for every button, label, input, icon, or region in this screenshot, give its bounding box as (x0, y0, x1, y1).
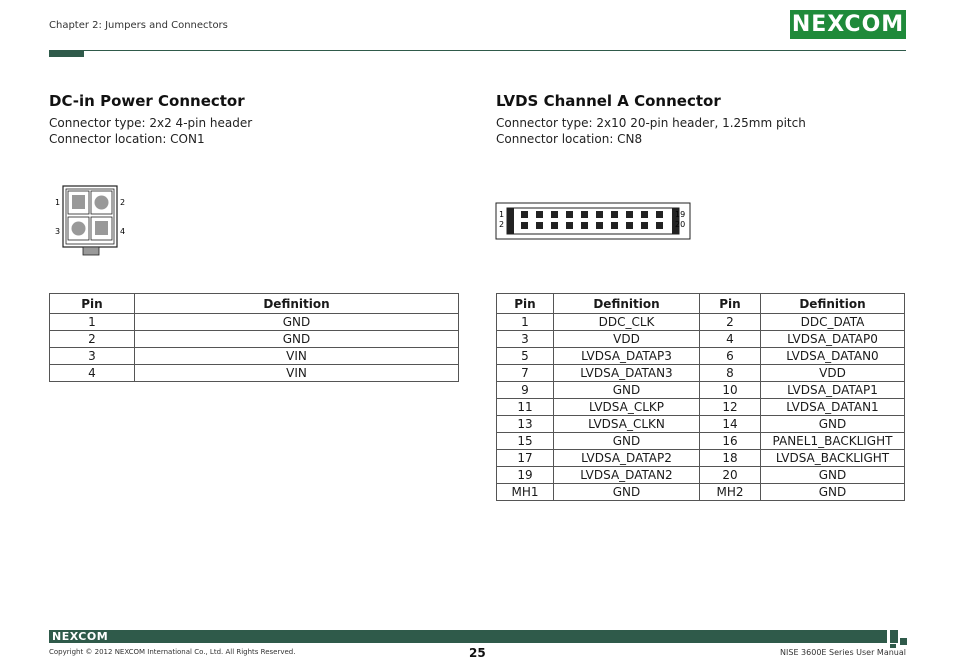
lvds-pin (611, 211, 618, 218)
table-cell: LVDSA_DATAP0 (761, 331, 905, 348)
table-cell: 14 (700, 416, 761, 433)
table-cell: LVDSA_DATAP3 (554, 348, 700, 365)
table-row (50, 365, 459, 382)
table-header-row (50, 294, 459, 314)
footer-squares-icon (890, 630, 908, 648)
dcin-pin-table (49, 293, 459, 382)
lvds-pin-label: 20 (675, 220, 686, 229)
table-cell: 20 (700, 467, 761, 484)
table-cell: 7 (497, 365, 554, 382)
table-cell: GND (135, 331, 459, 348)
table-cell: 15 (497, 433, 554, 450)
lvds-pin (536, 211, 543, 218)
lvds-title: LVDS Channel A Connector (496, 92, 721, 110)
lvds-pin (611, 222, 618, 229)
table-cell: 1 (50, 314, 135, 331)
table-cell: 2 (700, 314, 761, 331)
dcin-type: Connector type: 2x2 4-pin header (49, 116, 253, 130)
table-cell: LVDSA_DATAN0 (761, 348, 905, 365)
table-cell: 17 (497, 450, 554, 467)
lvds-pin (626, 211, 633, 218)
table-cell: GND (135, 314, 459, 331)
column-header: Definition (761, 294, 905, 314)
table-cell: GND (761, 416, 905, 433)
lvds-pin-label: 1 (499, 210, 505, 219)
table-cell: 1 (497, 314, 554, 331)
dcin-pin-label: 3 (55, 227, 61, 236)
table-row (497, 314, 905, 331)
lvds-pin-label: 2 (499, 220, 505, 229)
lvds-pin (656, 211, 663, 218)
dcin-pin-label: 1 (55, 198, 61, 207)
header-rule-tab (49, 50, 84, 57)
lvds-pin (551, 211, 558, 218)
table-cell: 2 (50, 331, 135, 348)
table-cell: 18 (700, 450, 761, 467)
table-cell: 10 (700, 382, 761, 399)
table-row (50, 314, 459, 331)
table-cell: VIN (135, 348, 459, 365)
table-row (497, 348, 905, 365)
table-cell: 3 (50, 348, 135, 365)
page-number: 25 (469, 646, 486, 660)
column-header: Pin (497, 294, 554, 314)
lvds-pin (521, 211, 528, 218)
table-cell: 9 (497, 382, 554, 399)
table-row (497, 433, 905, 450)
table-cell: LVDSA_DATAP1 (761, 382, 905, 399)
footer-bar (49, 630, 887, 643)
table-cell: PANEL1_BACKLIGHT (761, 433, 905, 450)
table-cell: 19 (497, 467, 554, 484)
table-cell: 12 (700, 399, 761, 416)
lvds-pin (566, 211, 573, 218)
lvds-pin (521, 222, 528, 229)
table-cell: LVDSA_DATAP2 (554, 450, 700, 467)
table-cell: 3 (497, 331, 554, 348)
nexcom-logo (790, 10, 906, 39)
table-cell: 11 (497, 399, 554, 416)
table-cell: GND (554, 484, 700, 501)
dcin-location: Connector location: CON1 (49, 132, 205, 146)
lvds-pin (641, 222, 648, 229)
lvds-pin (566, 222, 573, 229)
lvds-pin (641, 211, 648, 218)
table-cell: 8 (700, 365, 761, 382)
dcin-pin-label: 4 (120, 227, 126, 236)
table-cell: DDC_DATA (761, 314, 905, 331)
logo-text: NEXCOM (791, 12, 905, 37)
footer-logo: NEXCOM (52, 630, 109, 643)
table-row (50, 348, 459, 365)
table-row (497, 399, 905, 416)
table-row (497, 365, 905, 382)
table-cell: 6 (700, 348, 761, 365)
table-row (497, 467, 905, 484)
table-row (497, 484, 905, 501)
table-row (497, 416, 905, 433)
table-cell: GND (761, 467, 905, 484)
table-cell: GND (554, 433, 700, 450)
lvds-pin-table (496, 293, 905, 501)
column-header: Definition (554, 294, 700, 314)
table-cell: 13 (497, 416, 554, 433)
table-cell: VDD (554, 331, 700, 348)
column-header: Pin (50, 294, 135, 314)
lvds-pin (581, 211, 588, 218)
lvds-pin (581, 222, 588, 229)
lvds-pin (596, 211, 603, 218)
table-cell: LVDSA_CLKN (554, 416, 700, 433)
table-cell: LVDSA_CLKP (554, 399, 700, 416)
header-rule (49, 50, 906, 51)
table-cell: DDC_CLK (554, 314, 700, 331)
column-header: Definition (135, 294, 459, 314)
table-cell: MH2 (700, 484, 761, 501)
table-header-row (497, 294, 905, 314)
table-cell: VDD (761, 365, 905, 382)
lvds-pin (596, 222, 603, 229)
lvds-location: Connector location: CN8 (496, 132, 643, 146)
table-cell: GND (554, 382, 700, 399)
table-row (50, 331, 459, 348)
lvds-pin (536, 222, 543, 229)
table-cell: LVDSA_DATAN2 (554, 467, 700, 484)
dcin-pin-label: 2 (120, 198, 126, 207)
lvds-pin (656, 222, 663, 229)
manual-title: NISE 3600E Series User Manual (780, 648, 906, 657)
chapter-title: Chapter 2: Jumpers and Connectors (49, 20, 228, 31)
copyright: Copyright © 2012 NEXCOM International Co., Ltd. All Rights Reserved. (49, 648, 296, 656)
table-cell: 5 (497, 348, 554, 365)
table-cell: GND (761, 484, 905, 501)
dcin-connector-diagram (50, 184, 140, 258)
lvds-pin (626, 222, 633, 229)
table-row (497, 450, 905, 467)
table-row (497, 331, 905, 348)
table-row (497, 382, 905, 399)
lvds-connector-diagram (495, 202, 695, 242)
dcin-title: DC-in Power Connector (49, 92, 245, 110)
table-cell: LVDSA_BACKLIGHT (761, 450, 905, 467)
table-cell: LVDSA_DATAN1 (761, 399, 905, 416)
lvds-pin-label: 19 (675, 210, 686, 219)
table-cell: VIN (135, 365, 459, 382)
table-cell: 16 (700, 433, 761, 450)
lvds-type: Connector type: 2x10 20-pin header, 1.25mm pitch (496, 116, 806, 130)
table-cell: 4 (700, 331, 761, 348)
table-cell: 4 (50, 365, 135, 382)
column-header: Pin (700, 294, 761, 314)
lvds-pin (551, 222, 558, 229)
table-cell: LVDSA_DATAN3 (554, 365, 700, 382)
table-cell: MH1 (497, 484, 554, 501)
